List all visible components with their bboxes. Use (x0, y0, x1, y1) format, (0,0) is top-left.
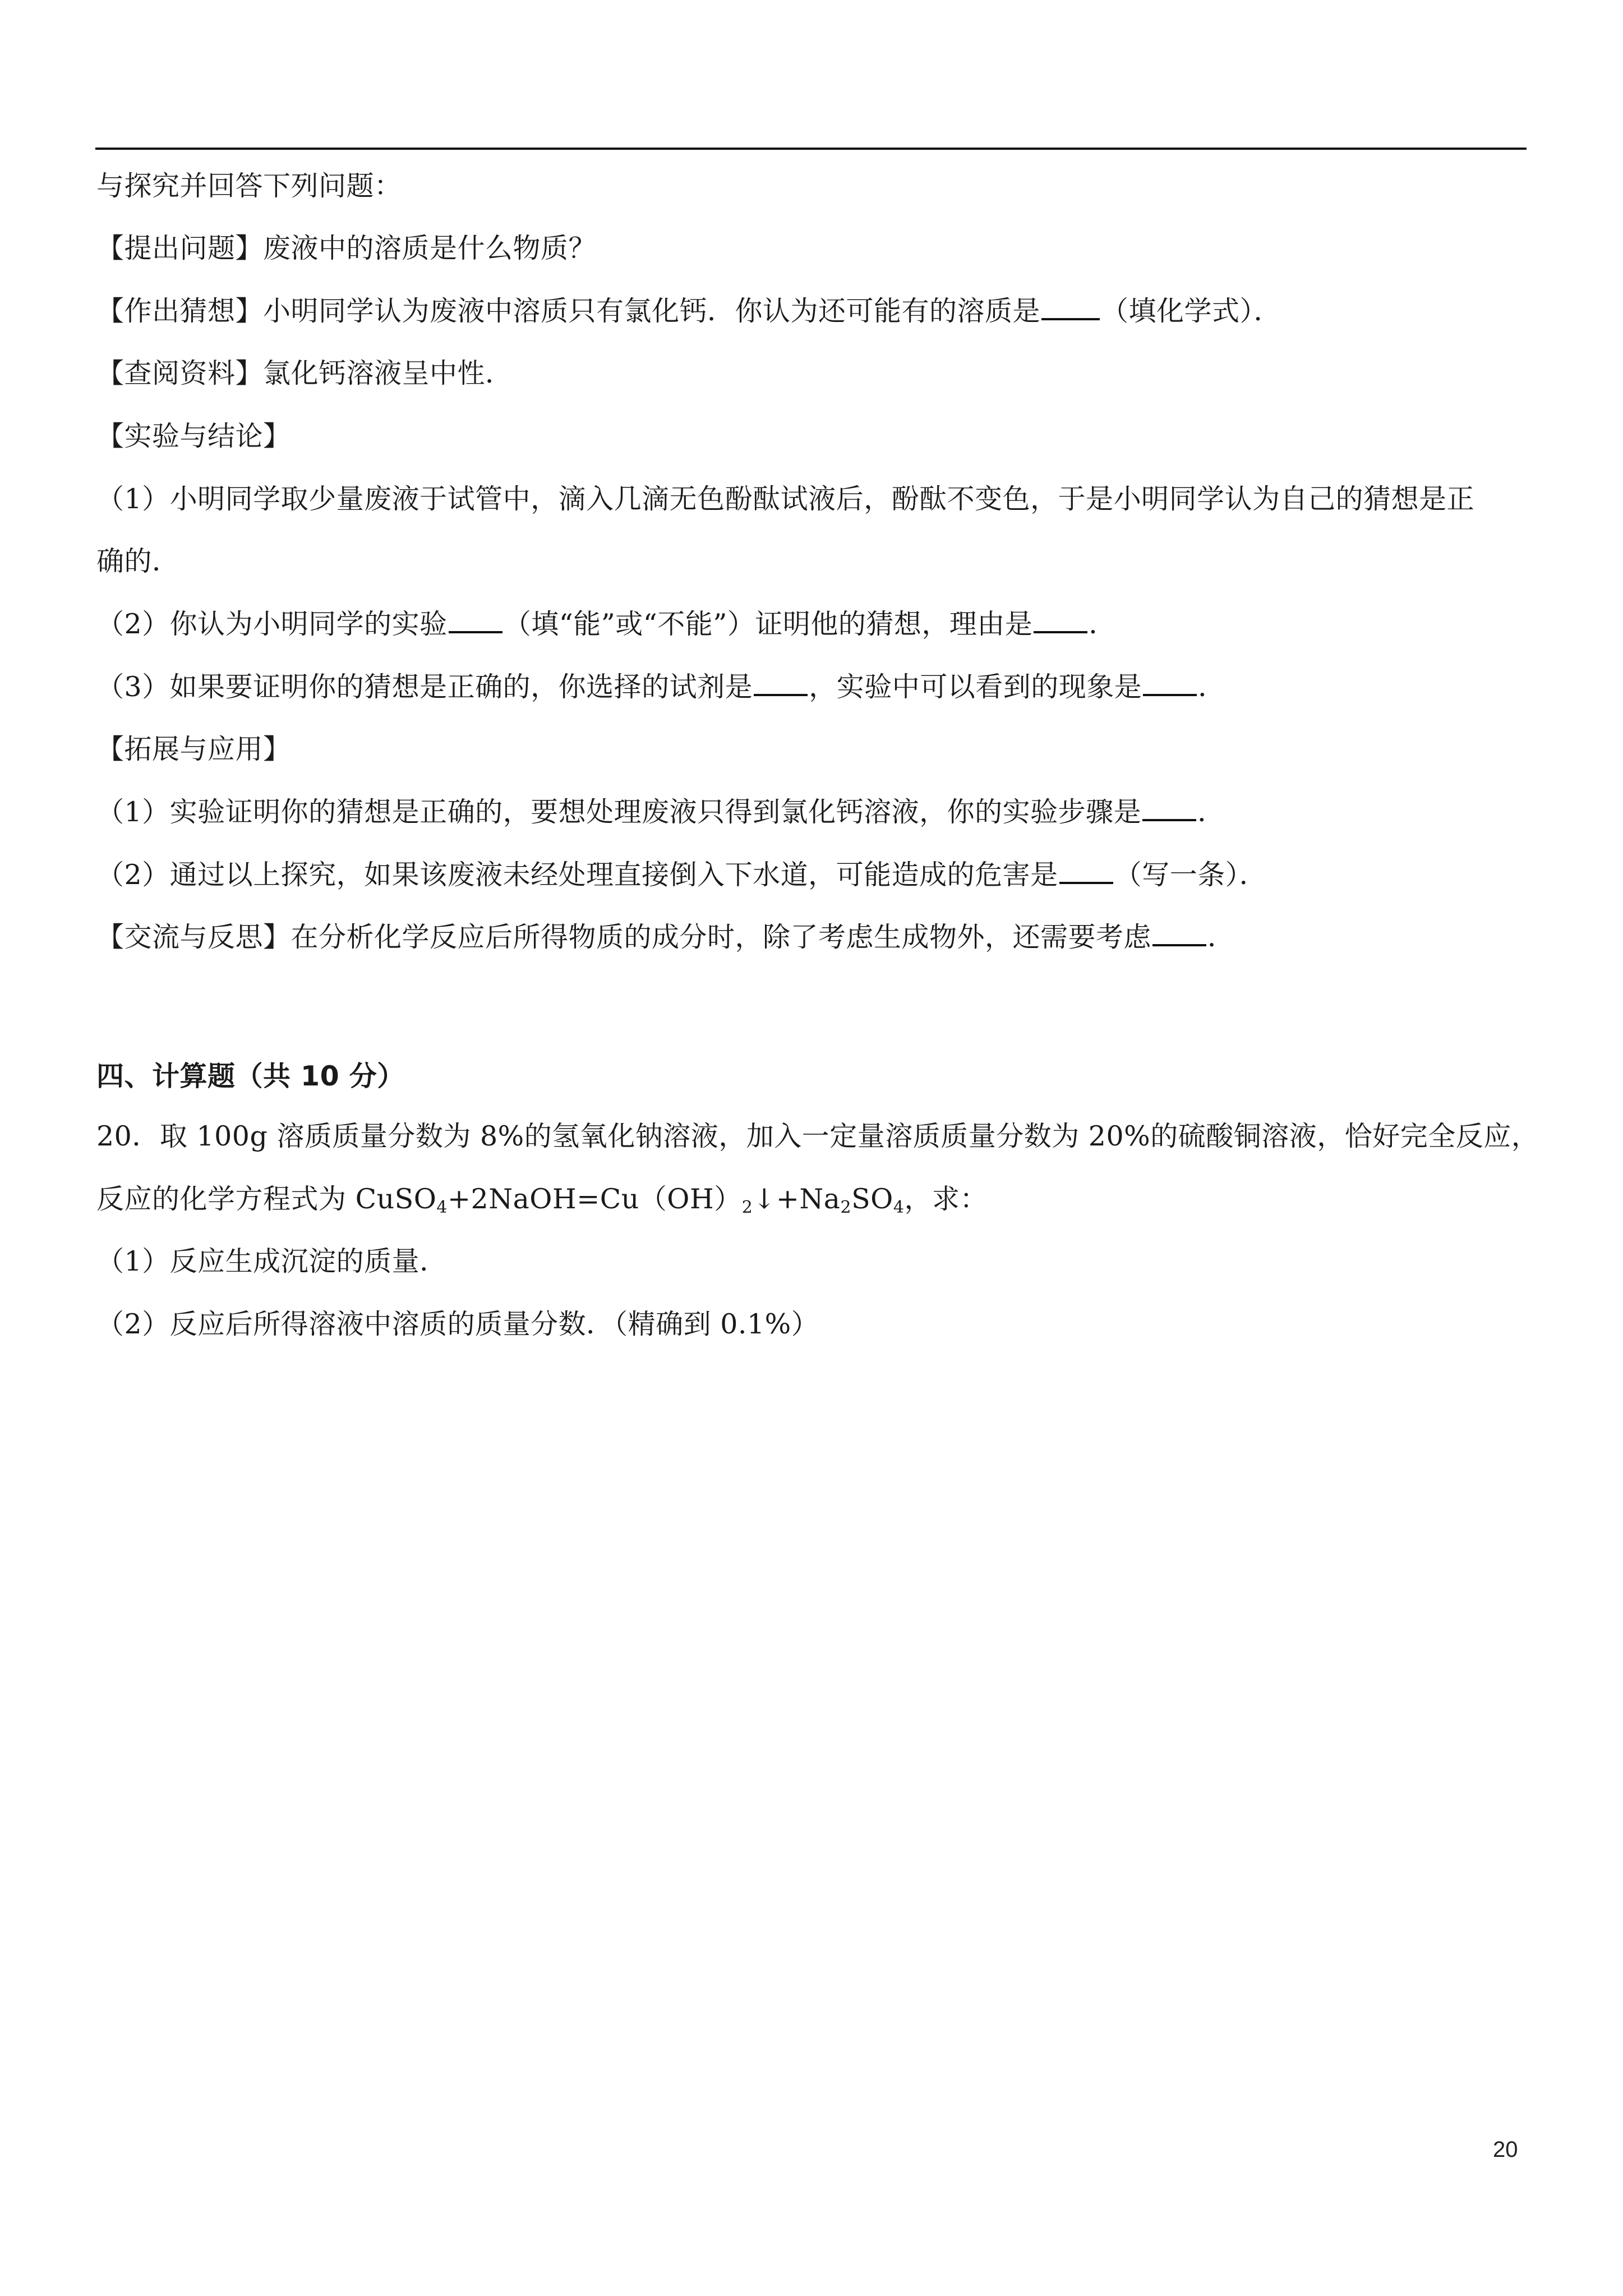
equation-prefix: 反应的化学方程式为 CuSO (96, 1183, 437, 1215)
experiment-heading (96, 420, 291, 453)
experiment-2-middle-text: （填“能”或“不能”）证明他的猜想，理由是 (503, 608, 1033, 640)
reflection-text: 【交流与反思】在分析化学反应后所得物质的成分时，除了考虑生成物外，还需要考虑 (96, 921, 1152, 953)
extension-2-harm-blank[interactable] (1059, 858, 1113, 884)
question-20-text: 20．取 100g 溶质质量分数为 8%的氢氧化钠溶液，加入一定量溶质质量分数为 20%的硫酸铜溶液，恰好完全反应， (96, 1120, 1539, 1152)
section-4-heading (96, 1060, 405, 1093)
equation-subscript: 2 (741, 1198, 753, 1217)
experiment-2-text: （2）你认为小明同学的实验 (96, 608, 448, 640)
experiment-1-line-2 (96, 545, 180, 578)
equation-subscript: 4 (436, 1198, 448, 1217)
experiment-3-line (96, 670, 1226, 704)
hypothesis-tail-text: （填化学式）． (1101, 295, 1282, 327)
equation-part: ↓+Na (753, 1183, 841, 1215)
ask-problem-text: 【提出问题】废液中的溶质是什么物质？ (96, 232, 597, 264)
extension-heading-text: 【拓展与应用】 (96, 733, 291, 765)
extension-heading (96, 733, 291, 766)
experiment-3-text: （3）如果要证明你的猜想是正确的，你选择的试剂是 (96, 671, 753, 703)
hypothesis-text: 【作出猜想】小明同学认为废液中溶质只有氯化钙．你认为还可能有的溶质是 (96, 295, 1041, 327)
experiment-1-line-1 (96, 482, 1474, 516)
reference-text: 【查阅资料】氯化钙溶液呈中性． (96, 357, 513, 389)
question-20-line-1 (96, 1120, 1539, 1153)
intro-label: 与探究并回答下列问题： (96, 170, 402, 202)
question-20-part-2-text: （2）反应后所得溶液中溶质的质量分数．（精确到 0.1%） (96, 1308, 819, 1340)
experiment-2-line (96, 608, 1117, 641)
extension-1-steps-blank[interactable] (1142, 795, 1196, 821)
equation-subscript: 2 (840, 1198, 852, 1217)
experiment-2-reason-blank[interactable] (1034, 608, 1087, 633)
section-4-title: 四、计算题（共 10 分） (96, 1060, 405, 1092)
experiment-heading-text: 【实验与结论】 (96, 420, 291, 452)
intro-text (96, 169, 402, 203)
hypothesis-line (96, 295, 1281, 328)
reflection-tail-text: ． (1207, 921, 1235, 953)
experiment-3-phenomenon-blank[interactable] (1143, 670, 1197, 696)
question-20-part-1-text: （1）反应生成沉淀的质量． (96, 1245, 448, 1277)
header-rule (95, 148, 1527, 150)
question-20-part-1 (96, 1245, 448, 1278)
experiment-2-answer-blank[interactable] (449, 608, 502, 633)
extension-1-line (96, 795, 1225, 829)
experiment-1-text: （1）小明同学取少量废液于试管中，滴入几滴无色酚酞试液后，酚酞不变色，于是小明同学认为自己的猜想是正 (96, 483, 1475, 515)
extension-1-tail-text: ． (1197, 796, 1225, 828)
hypothesis-answer-blank[interactable] (1041, 295, 1100, 320)
extension-1-text: （1）实验证明你的猜想是正确的，要想处理废液只得到氯化钙溶液，你的实验步骤是 (96, 796, 1142, 828)
experiment-1-text-continued: 确的． (96, 545, 180, 577)
reflection-answer-blank[interactable] (1152, 921, 1206, 946)
question-20-part-2 (96, 1308, 819, 1341)
equation-part: SO (851, 1183, 893, 1215)
reference-line (96, 357, 513, 390)
ask-problem-line (96, 232, 596, 265)
equation-subscript: 4 (893, 1198, 905, 1217)
equation-part: +2NaOH=Cu（OH） (447, 1183, 742, 1215)
extension-2-text: （2）通过以上探究，如果该废液未经处理直接倒入下水道，可能造成的危害是 (96, 859, 1058, 891)
extension-2-tail-text: （写一条）． (1114, 859, 1267, 891)
experiment-3-tail-text: ． (1198, 671, 1226, 703)
reflection-line (96, 921, 1235, 954)
experiment-3-reagent-blank[interactable] (754, 670, 808, 696)
question-20-equation-line (96, 1182, 988, 1216)
experiment-3-middle-text: ，实验中可以看到的现象是 (809, 671, 1142, 703)
equation-suffix: ，求： (904, 1183, 988, 1215)
page-number: 20 (1493, 2137, 1518, 2162)
extension-2-line (96, 858, 1267, 892)
experiment-2-tail-text: ． (1089, 608, 1117, 640)
